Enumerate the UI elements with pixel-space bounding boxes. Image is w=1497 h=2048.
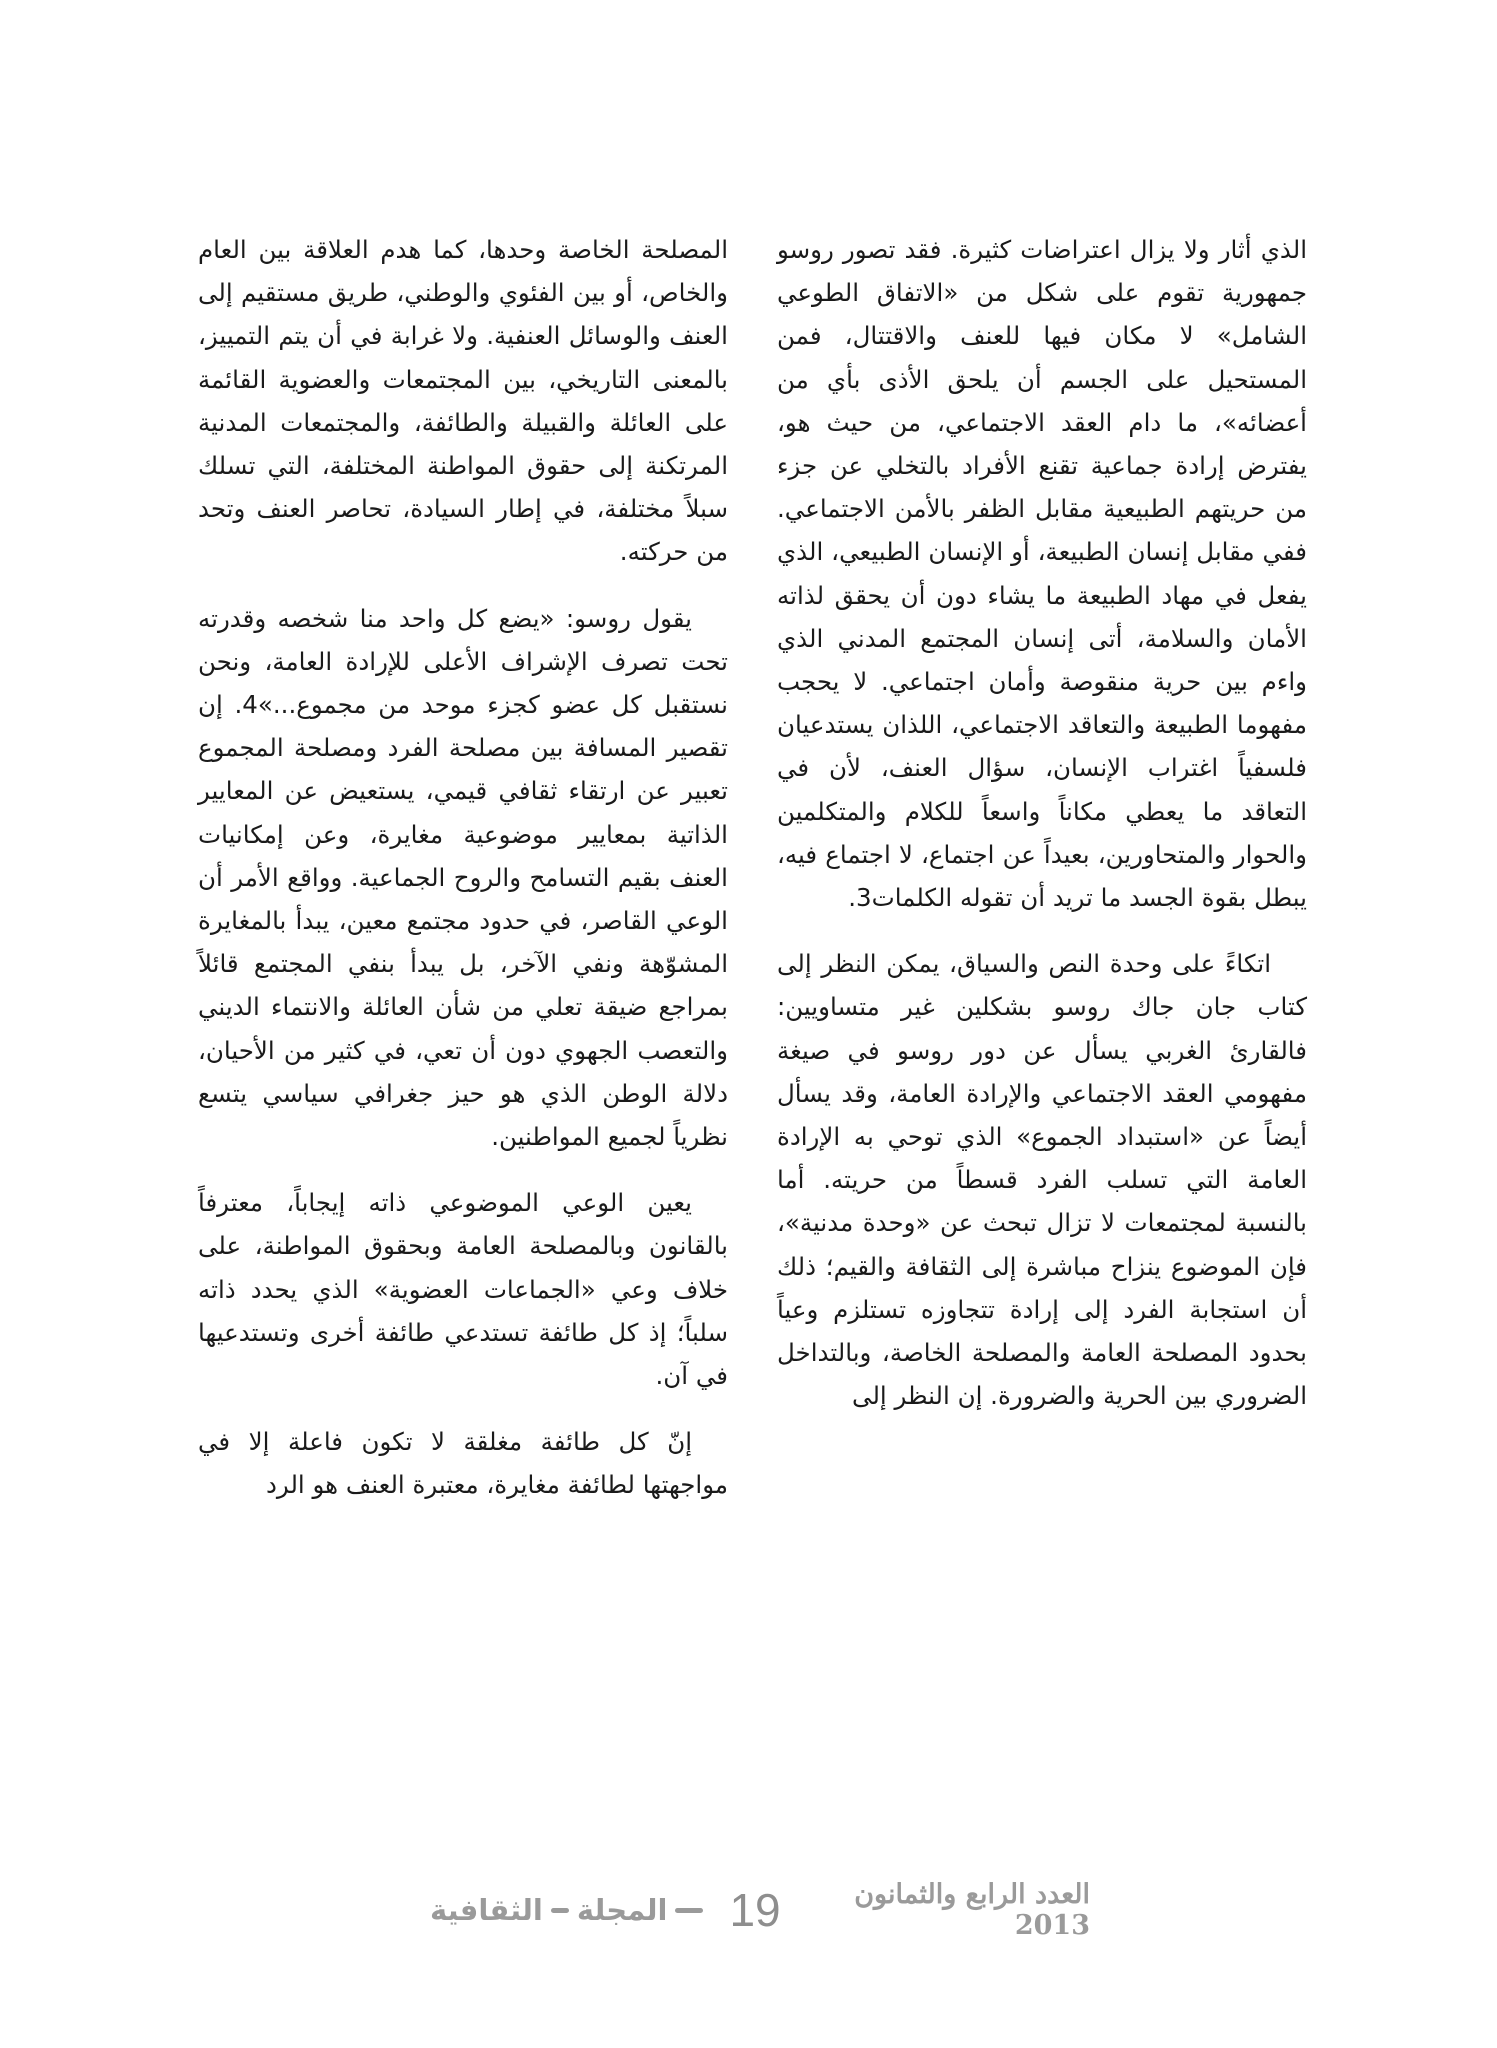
left-column — [198, 228, 728, 1530]
paragraph: الذي أثار ولا يزال اعتراضات كثيرة. فقد تصور روسو جمهورية تقوم على شكل من «الاتفاق الطوعي الشامل» لا مكان فيها للعنف والاقتتال، فمن المستحيل على الجسم أن يلحق الأذى بأي من أعضائه»، ما دام العقد الاجتماعي، من حيث هو، يفترض إرادة جماعية تقنع الأفراد بالتخلي عن جزء من حريتهم الطبيعية مقابل الظفر بالأمن الاجتماعي. ففي مقابل إنسان الطبيعة، أو الإنسان الطبيعي، الذي يفعل في مهاد الطبيعة ما يشاء دون أن يحقق لذاته الأمان والسلامة، أتى إنسان المجتمع المدني الذي واءم بين حرية منقوصة وأمان اجتماعي. لا يحجب مفهوما الطبيعة والتعاقد الاجتماعي، اللذان يستدعيان فلسفياً اغتراب الإنسان، سؤال العنف، لأن في التعاقد ما يعطي مكاناً واسعاً للكلام والمتكلمين والحوار والمتحاورين، بعيداً عن اجتماع، لا اجتماع فيه، يبطل بقوة الجسد ما تريد أن تقوله الكلمات3. — [777, 235, 1307, 913]
paragraph: يعين الوعي الموضوعي ذاته إيجاباً، معترفاً بالقانون وبالمصلحة العامة وبحقوق المواطنة، على خلاف وعي «الجماعات العضوية» الذي يحدد ذاته سلباً؛ إذ كل طائفة تستدعي طائفة أخرى وتستدعيها في آن. — [198, 1188, 728, 1391]
paragraph: إنّ كل طائفة مغلقة لا تكون فاعلة إلا في مواجهتها لطائفة مغايرة، معتبرة العنف هو الرد — [198, 1427, 728, 1500]
paragraph: المصلحة الخاصة وحدها، كما هدم العلاقة بين العام والخاص، أو بين الفئوي والوطني، طريق مستقيم إلى العنف والوسائل العنفية. ولا غرابة في أن يتم التمييز، بالمعنى التاريخي، بين المجتمعات والعضوية القائمة على العائلة والقبيلة والطائفة، والمجتمعات المدنية المرتكنة إلى حقوق المواطنة المختلفة، التي تسلك سبلاً مختلفة، في إطار السيادة، تحاصر العنف وتحد من حركته. — [198, 235, 728, 567]
magazine-logo — [430, 1893, 703, 1927]
paragraph: اتكاءً على وحدة النص والسياق، يمكن النظر إلى كتاب جان جاك روسو بشكلين غير متساويين: فالقارئ الغربي يسأل عن دور روسو في صيغة مفهومي العقد الاجتماعي والإرادة العامة، وقد يسأل أيضاً عن «استبداد الجموع» الذي توحي به الإرادة العامة التي تسلب الفرد قسطاً من حريته. أما بالنسبة لمجتمعات لا تزال تبحث عن «وحدة مدنية»، فإن الموضوع ينزاح مباشرة إلى الثقافة والقيم؛ ذلك أن استجابة الفرد إلى إرادة تتجاوزه تستلزم وعياً بحدود المصلحة العامة والمصلحة الخاصة، وبالتداخل الضروري بين الحرية والضرورة. إن النظر إلى — [777, 949, 1307, 1411]
page-footer — [430, 1880, 1090, 1940]
issue-label: العدد الرابع والثمانون 2013 — [854, 1879, 1090, 1941]
paragraph: يقول روسو: «يضع كل واحد منا شخصه وقدرته تحت تصرف الإشراف الأعلى للإرادة العامة، ونحن نستقبل كل عضو كجزء موحد من مجموع...»4. إن تقصير المسافة بين مصلحة الفرد ومصلحة المجموع تعبير عن ارتقاء ثقافي قيمي، يستعيض عن المعايير الذاتية بمعايير موضوعية مغايرة، وعن إمكانيات العنف بقيم التسامح والروح الجماعية. وواقع الأمر أن الوعي القاصر، في حدود مجتمع معين، يبدأ بالمغايرة المشوّهة ونفي الآخر، بل يبدأ بنفي المجتمع قائلاً بمراجع ضيقة تعلي من شأن العائلة والانتماء الديني والتعصب الجهوي دون أن تعي، في كثير من الأحيان، دلالة الوطن الذي هو حيز جغرافي سياسي يتسع نظرياً لجميع المواطنين. — [198, 603, 728, 1152]
logo-bar-icon — [551, 1908, 569, 1913]
logo-bar-icon — [675, 1908, 703, 1913]
logo-word-majalla: المجلة — [576, 1893, 668, 1927]
page-number: 19 — [729, 1884, 781, 1936]
logo-word-thaqafiya: الثقافية — [430, 1893, 543, 1927]
right-column — [777, 228, 1307, 1440]
